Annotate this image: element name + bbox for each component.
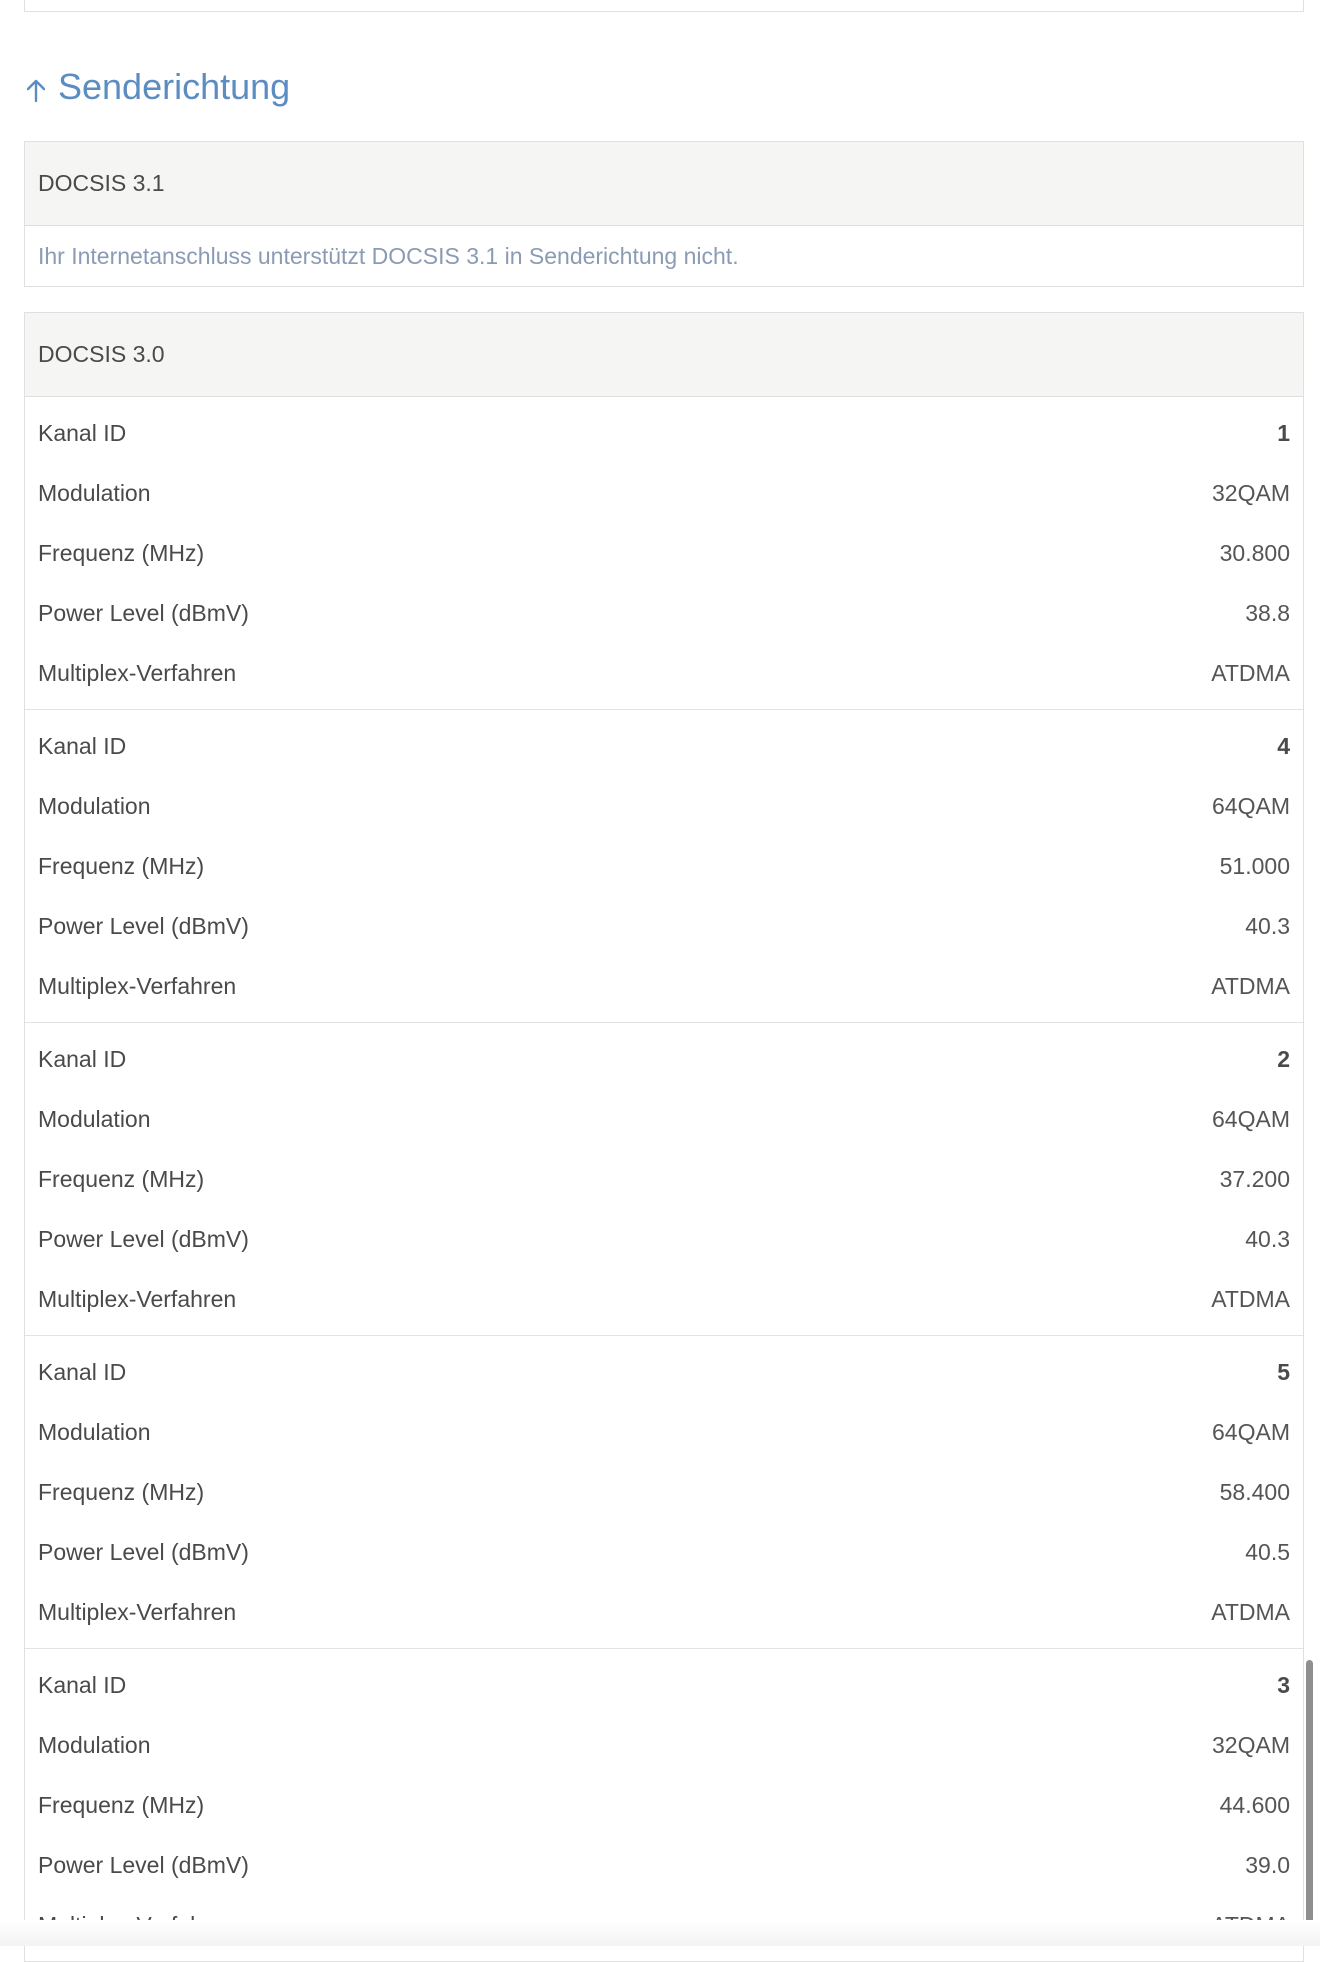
arrow-up-icon xyxy=(24,77,48,103)
section-heading xyxy=(24,62,290,112)
multiplex-label: Multiplex-Verfahren xyxy=(38,1598,237,1625)
modulation-value: 64QAM xyxy=(1212,792,1290,819)
channel-group xyxy=(25,1649,1303,1961)
docsis30-panel xyxy=(24,312,1304,1962)
frequency-row xyxy=(25,1149,1303,1209)
channel-id-label: Kanal ID xyxy=(38,1045,127,1072)
multiplex-row xyxy=(25,1269,1303,1329)
power-level-label: Power Level (dBmV) xyxy=(38,1538,249,1565)
modulation-label: Modulation xyxy=(38,479,151,506)
power-level-label: Power Level (dBmV) xyxy=(38,1225,249,1252)
channel-group xyxy=(25,397,1303,710)
channel-group xyxy=(25,1023,1303,1336)
multiplex-row xyxy=(25,643,1303,703)
modulation-value: 32QAM xyxy=(1212,1731,1290,1758)
bottom-shade xyxy=(0,1920,1320,1946)
power-level-label: Power Level (dBmV) xyxy=(38,912,249,939)
frequency-row xyxy=(25,1462,1303,1522)
multiplex-row xyxy=(25,1582,1303,1642)
multiplex-label: Multiplex-Verfahren xyxy=(38,1285,237,1312)
frequency-label: Frequenz (MHz) xyxy=(38,1165,205,1192)
frequency-row xyxy=(25,1775,1303,1835)
modulation-row xyxy=(25,1402,1303,1462)
multiplex-row xyxy=(25,956,1303,1016)
channel-id-row xyxy=(25,716,1303,776)
frequency-row xyxy=(25,836,1303,896)
frequency-label: Frequenz (MHz) xyxy=(38,852,205,879)
channel-id-label: Kanal ID xyxy=(38,419,127,446)
channel-list xyxy=(25,397,1303,1961)
docsis30-header: DOCSIS 3.0 xyxy=(25,313,1303,397)
multiplex-label: Multiplex-Verfahren xyxy=(38,972,237,999)
modulation-value: 64QAM xyxy=(1212,1418,1290,1445)
modulation-row xyxy=(25,1715,1303,1775)
frequency-value: 58.400 xyxy=(1219,1478,1290,1505)
modulation-row xyxy=(25,1089,1303,1149)
modulation-label: Modulation xyxy=(38,1731,151,1758)
multiplex-label: Multiplex-Verfahren xyxy=(38,659,237,686)
frequency-value: 37.200 xyxy=(1219,1165,1290,1192)
frequency-label: Frequenz (MHz) xyxy=(38,1478,205,1505)
previous-panel-bottom xyxy=(24,0,1304,12)
power-level-label: Power Level (dBmV) xyxy=(38,599,249,626)
channel-id-row xyxy=(25,1029,1303,1089)
power-level-value: 38.8 xyxy=(1245,599,1290,626)
docsis31-panel xyxy=(24,141,1304,287)
multiplex-value: ATDMA xyxy=(1211,1598,1290,1625)
scrollbar-thumb[interactable] xyxy=(1306,1660,1313,1930)
frequency-row xyxy=(25,523,1303,583)
modulation-label: Modulation xyxy=(38,1105,151,1132)
power-level-row xyxy=(25,896,1303,956)
frequency-label: Frequenz (MHz) xyxy=(38,1791,205,1818)
power-level-value: 40.5 xyxy=(1245,1538,1290,1565)
channel-id-label: Kanal ID xyxy=(38,732,127,759)
modulation-value: 32QAM xyxy=(1212,479,1290,506)
channel-id-value: 1 xyxy=(1277,419,1290,446)
channel-id-value: 2 xyxy=(1277,1045,1290,1072)
frequency-value: 51.000 xyxy=(1219,852,1290,879)
frequency-value: 30.800 xyxy=(1219,539,1290,566)
channel-id-value: 3 xyxy=(1277,1671,1290,1698)
channel-id-row xyxy=(25,1655,1303,1715)
docsis31-note: Ihr Internetanschluss unterstützt DOCSIS 3.1 in Senderichtung nicht. xyxy=(38,242,739,269)
channel-id-label: Kanal ID xyxy=(38,1358,127,1385)
modulation-row xyxy=(25,463,1303,523)
multiplex-value: ATDMA xyxy=(1211,659,1290,686)
modulation-label: Modulation xyxy=(38,1418,151,1445)
multiplex-value: ATDMA xyxy=(1211,972,1290,999)
power-level-value: 40.3 xyxy=(1245,1225,1290,1252)
channel-id-value: 4 xyxy=(1277,732,1290,759)
modulation-value: 64QAM xyxy=(1212,1105,1290,1132)
channel-id-label: Kanal ID xyxy=(38,1671,127,1698)
docsis31-header: DOCSIS 3.1 xyxy=(25,142,1303,226)
channel-id-row xyxy=(25,403,1303,463)
channel-id-value: 5 xyxy=(1277,1358,1290,1385)
channel-group xyxy=(25,1336,1303,1649)
frequency-label: Frequenz (MHz) xyxy=(38,539,205,566)
power-level-value: 40.3 xyxy=(1245,912,1290,939)
modulation-row xyxy=(25,776,1303,836)
power-level-label: Power Level (dBmV) xyxy=(38,1851,249,1878)
channel-id-row xyxy=(25,1342,1303,1402)
section-title: Senderichtung xyxy=(58,66,291,107)
frequency-value: 44.600 xyxy=(1219,1791,1290,1818)
power-level-value: 39.0 xyxy=(1245,1851,1290,1878)
modulation-label: Modulation xyxy=(38,792,151,819)
power-level-row xyxy=(25,583,1303,643)
power-level-row xyxy=(25,1209,1303,1269)
channel-group xyxy=(25,710,1303,1023)
multiplex-value: ATDMA xyxy=(1211,1285,1290,1312)
power-level-row xyxy=(25,1835,1303,1895)
power-level-row xyxy=(25,1522,1303,1582)
